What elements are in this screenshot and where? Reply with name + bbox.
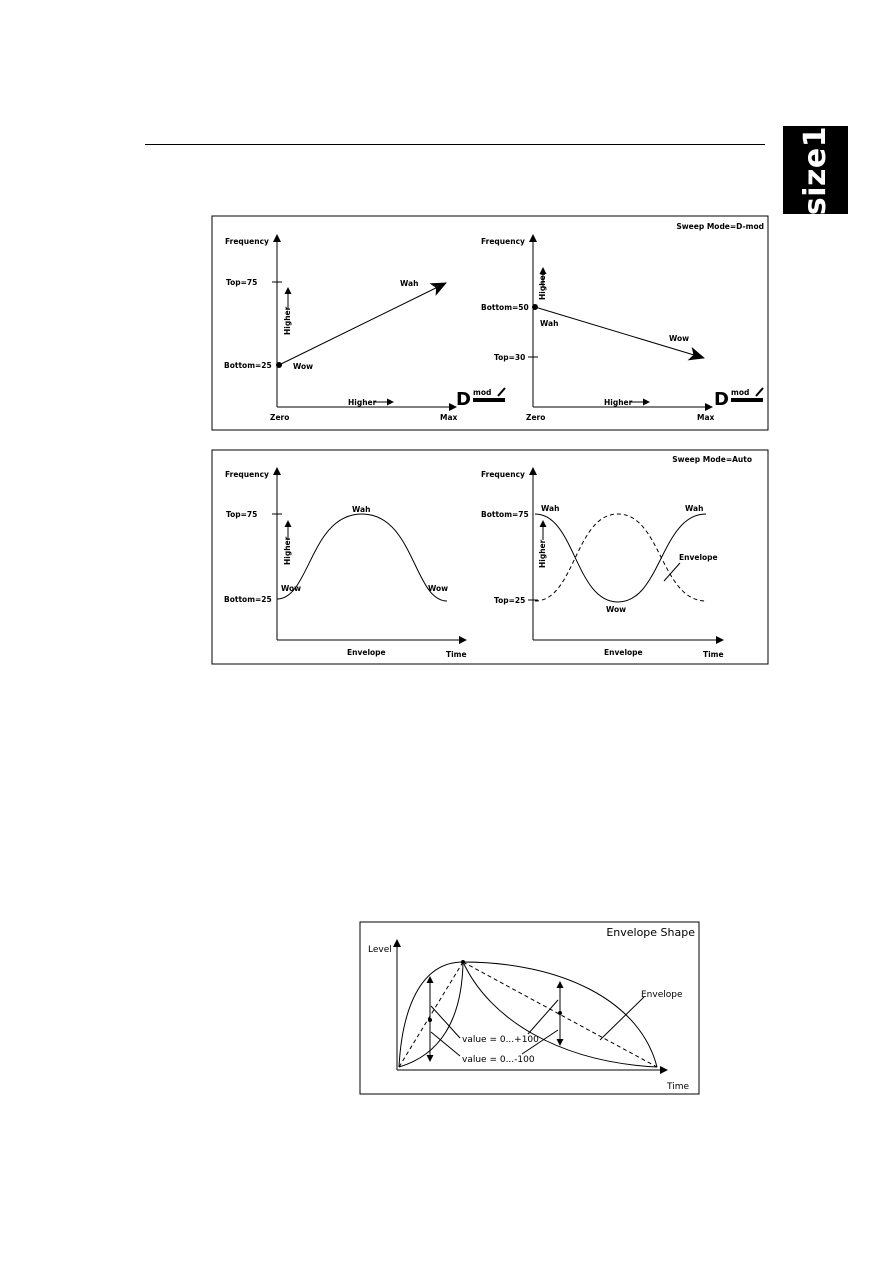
y-axis-label: Frequency <box>225 237 269 246</box>
dmod-icon-letter: D <box>456 389 471 410</box>
envelope-label: Envelope <box>641 990 683 1000</box>
dmod-mode-label: Sweep Mode=D-mod <box>676 222 764 231</box>
dmod-icon-knob <box>498 388 505 396</box>
attack-dot <box>428 1018 432 1022</box>
dmod-panel-frame <box>212 216 768 430</box>
time-label: Time <box>667 1082 690 1092</box>
bottom-tick-label: Bottom=25 <box>224 361 272 370</box>
higher-v-label: Higher <box>283 306 292 335</box>
wah-left-label: Wah <box>541 504 560 513</box>
start-dot <box>276 362 282 368</box>
decay-dot <box>558 1011 562 1015</box>
envelope-curve-label: Envelope <box>679 553 718 562</box>
dmod-right-graph <box>481 235 763 422</box>
top-tick-label: Top=75 <box>226 278 258 287</box>
wow-right-label: Wow <box>428 584 449 593</box>
y-axis-label: Frequency <box>225 470 269 479</box>
dmod-icon-bar <box>473 398 505 402</box>
value-neg-label: value = 0...-100 <box>462 1055 535 1065</box>
y-axis-label: Frequency <box>481 470 525 479</box>
wow-left-label: Wow <box>281 584 302 593</box>
top-tick-label: Top=30 <box>494 353 526 362</box>
top-tick-label: Top=25 <box>494 596 526 605</box>
higher-v-label: Higher <box>538 539 547 568</box>
auto-right-graph <box>481 468 724 659</box>
zero-label: Zero <box>526 413 546 422</box>
top-tick-label: Top=75 <box>226 510 258 519</box>
max-label: Max <box>697 413 715 422</box>
wah-label: Wah <box>540 319 559 328</box>
envelope-pointer <box>664 563 680 581</box>
bottom-tick-label: Bottom=25 <box>224 595 272 604</box>
value-pos-label: value = 0...+100 <box>462 1035 539 1045</box>
sweep-line <box>535 307 704 358</box>
wow-label: Wow <box>293 362 314 371</box>
sweep-curve <box>277 514 447 601</box>
envelope-shape-figure <box>360 922 699 1094</box>
higher-v-label: Higher <box>283 536 292 565</box>
auto-mode-label: Sweep Mode=Auto <box>672 455 752 464</box>
dmod-icon-letter: D <box>714 389 729 410</box>
bottom-tick-label: Bottom=50 <box>481 303 529 312</box>
start-dot <box>532 304 538 310</box>
max-label: Max <box>440 413 458 422</box>
zero-label: Zero <box>270 413 290 422</box>
higher-h-label: Higher <box>348 398 377 407</box>
dmod-panel <box>212 216 768 430</box>
peak-dot <box>461 960 465 964</box>
higher-h-label: Higher <box>604 398 633 407</box>
pointer-pos-decay <box>528 1000 558 1034</box>
attack-linear <box>399 962 463 1067</box>
envelope-label: Envelope <box>347 648 386 657</box>
auto-panel <box>212 450 768 664</box>
envelope-figure-frame <box>360 922 699 1094</box>
time-label: Time <box>703 650 724 659</box>
bottom-tick-label: Bottom=75 <box>481 510 529 519</box>
higher-v-label: Higher <box>538 271 547 300</box>
envelope-label: Envelope <box>604 648 643 657</box>
section-tab-label: size1 <box>798 125 834 215</box>
attack-curve-convex <box>399 962 463 1067</box>
dmod-icon-word: mod <box>731 388 750 397</box>
auto-left-graph <box>224 468 467 659</box>
level-label: Level <box>368 945 392 955</box>
dmod-icon-bar <box>731 398 763 402</box>
envelope-figure-title: Envelope Shape <box>606 926 695 939</box>
wah-label: Wah <box>352 505 371 514</box>
y-axis-label: Frequency <box>481 237 525 246</box>
sweep-line <box>279 283 446 365</box>
envelope-pointer <box>600 997 644 1040</box>
wow-label: Wow <box>669 334 690 343</box>
pointer-neg-attack <box>431 1032 460 1056</box>
attack-curve-concave <box>399 962 463 1067</box>
wow-label: Wow <box>606 605 627 614</box>
wah-label: Wah <box>400 279 419 288</box>
wah-right-label: Wah <box>685 504 704 513</box>
time-label: Time <box>446 650 467 659</box>
dmod-left-graph <box>224 235 505 422</box>
dmod-icon-knob <box>756 388 763 396</box>
dmod-icon-word: mod <box>473 388 492 397</box>
